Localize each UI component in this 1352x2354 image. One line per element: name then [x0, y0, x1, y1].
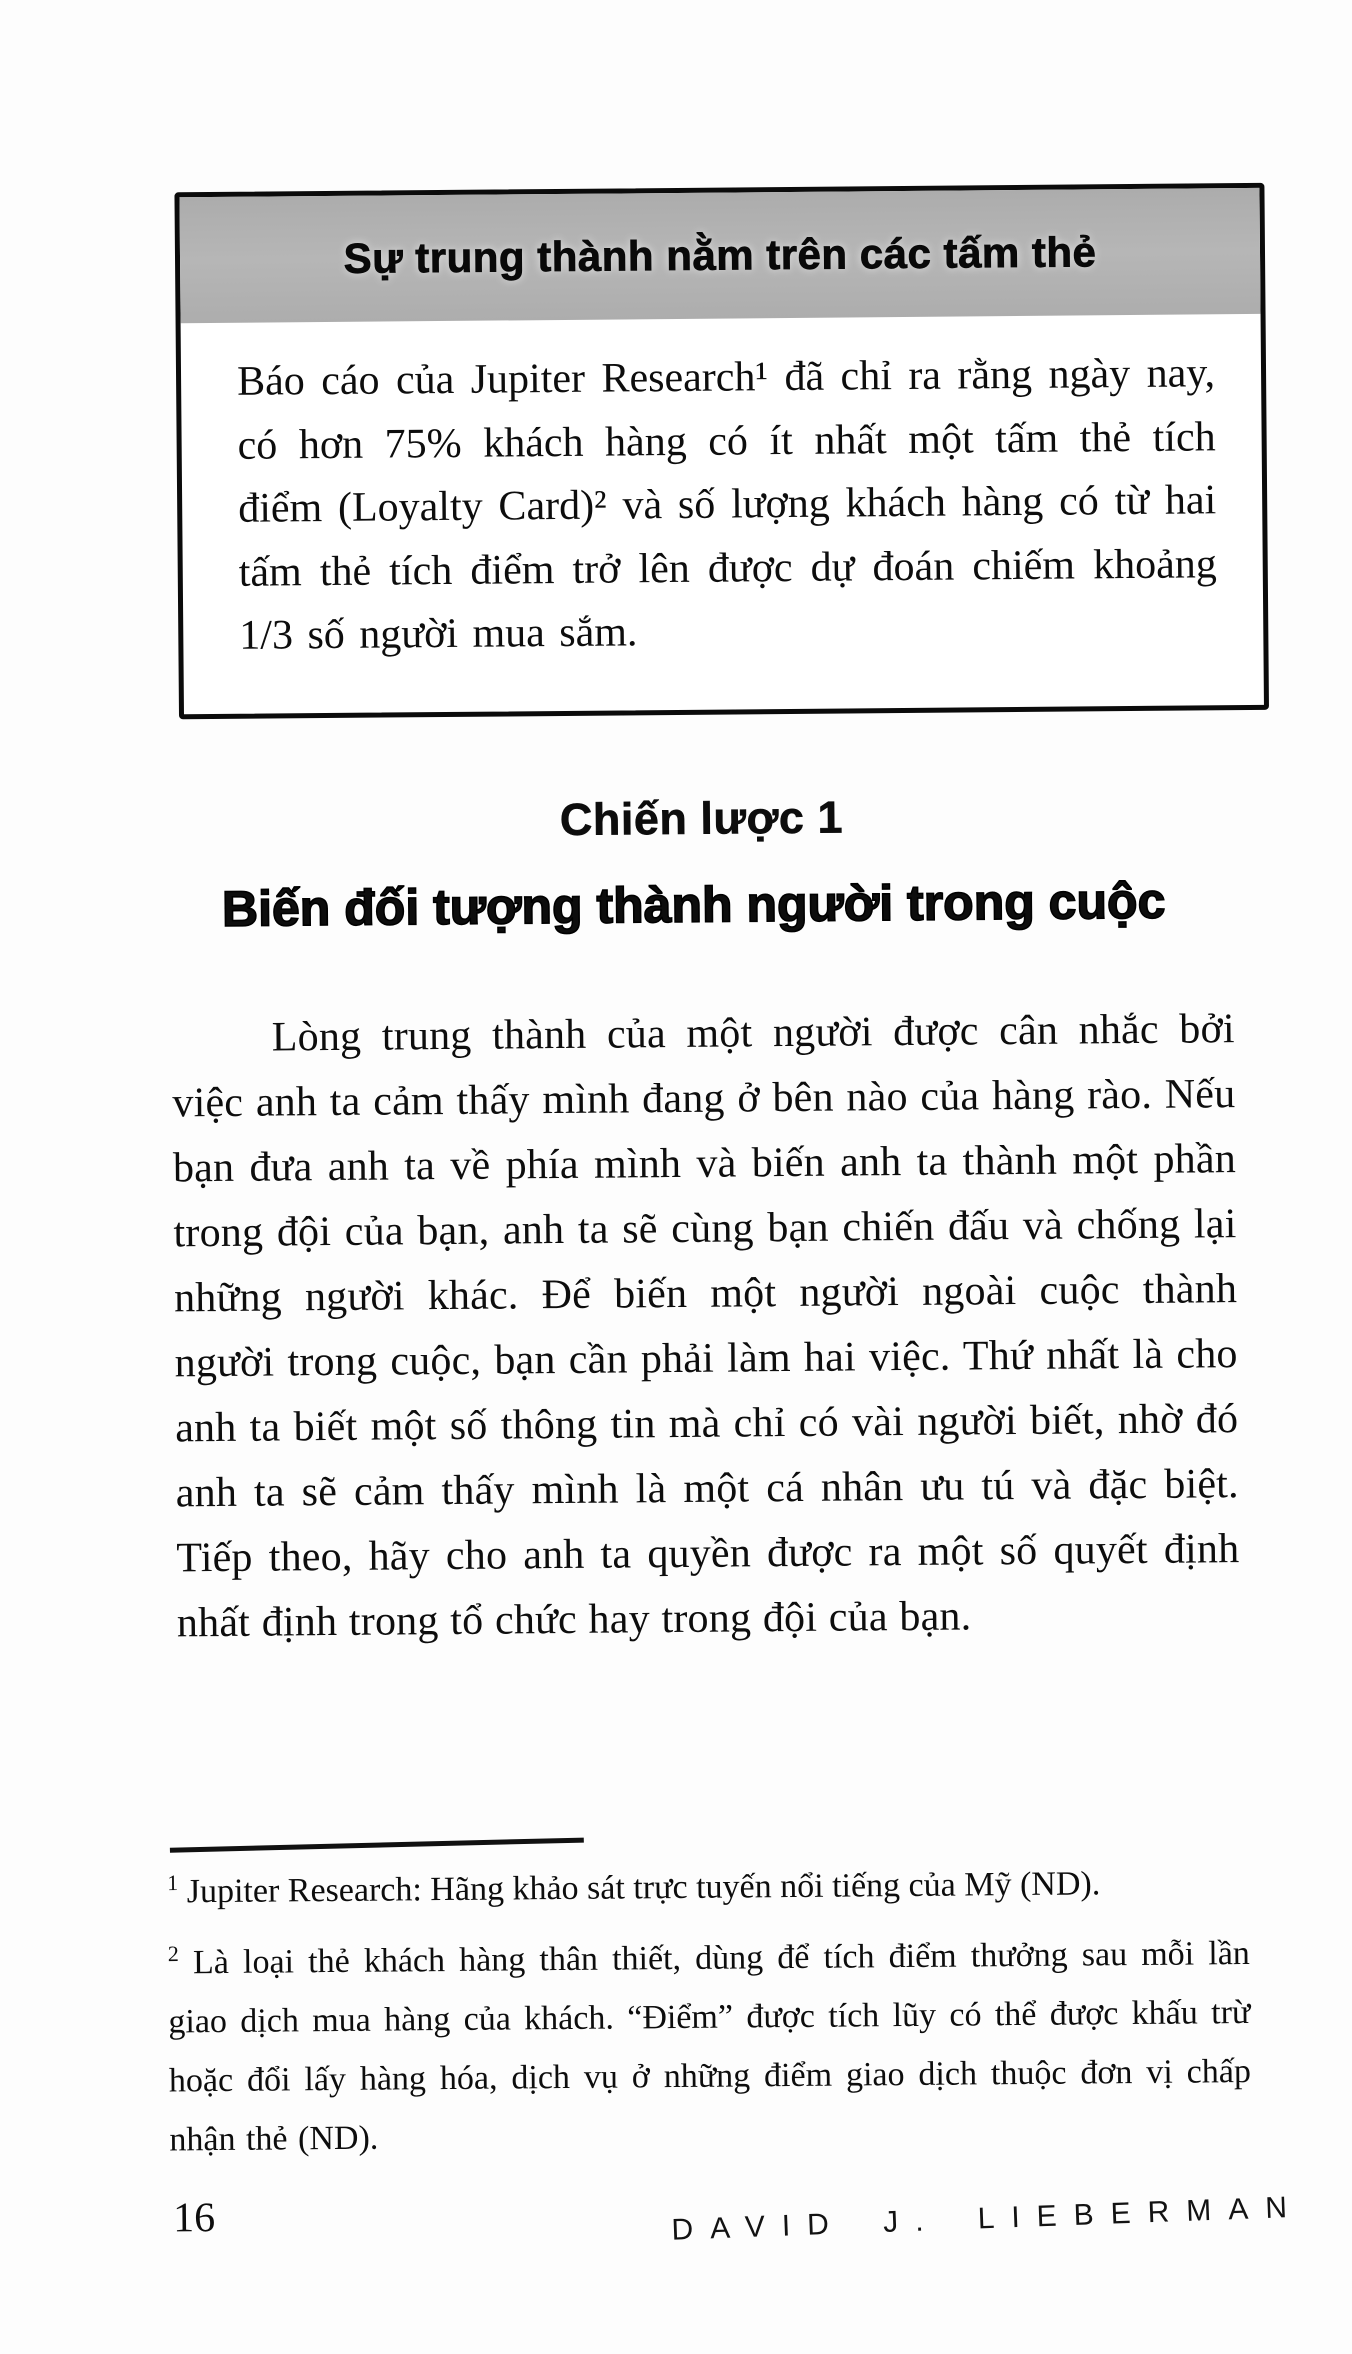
callout-title: Sự trung thành nằm trên các tấm thẻ: [343, 228, 1097, 282]
callout-banner: [179, 188, 1260, 323]
callout-body-text: Báo cáo của Jupiter Research¹ đã chỉ ra rằng ngày nay, có hơn 75% khách hàng có ít nhất một tấm thẻ tích điểm (Loyalty Card)² và số lượng khách hàng có từ hai tấm thẻ tích điểm trở lên được dự đoán chiếm khoảng 1/3 số người mua sắm.: [236, 350, 1217, 659]
footnote-2-text: Là loại thẻ khách hàng thân thiết, dùng để tích điểm thưởng sau mỗi lần giao dịch mua hàng của khách. “Điểm” được tích lũy có thể được khấu trừ hoặc đổi lấy hàng hóa, dịch vụ ở những điểm giao dịch thuộc đơn vị chấp nhận thẻ (ND).: [168, 1935, 1252, 2159]
footnote-1-text: Jupiter Research: Hãng khảo sát trực tuyến nổi tiếng của Mỹ (ND).: [186, 1865, 1101, 1911]
footnotes-section: [167, 1853, 1252, 2169]
footnote-2-marker: 2: [167, 1941, 179, 1967]
footnote-1-marker: 1: [167, 1870, 179, 1896]
chapter-title: Biến đối tượng thành người trong cuộc: [221, 872, 1166, 937]
body-paragraph: Lòng trung thành của một người được cân nhắc bởi việc anh ta cảm thấy mình đang ở bên nào của hàng rào. Nếu bạn đưa anh ta về phía mình và biến anh ta thành một phần trong đội của bạn, anh ta sẽ cùng bạn chiến đấu và chống lại những người khác. Để biến một người ngoài cuộc thành người trong cuộc, bạn cần phải làm hai việc. Thứ nhất là cho anh ta biết một số thông tin mà chỉ có vài người biết, nhờ đó anh ta sẽ cảm thấy mình là một cá nhân ưu tú và đặc biệt. Tiếp theo, hãy cho anh ta quyền được ra một số quyết định nhất định trong tổ chức hay trong đội của bạn.: [172, 1006, 1240, 1647]
footnote-divider: [170, 1838, 584, 1853]
page-number: 16: [172, 2195, 216, 2242]
footnote-1: [167, 1853, 1249, 1921]
running-author: DAVID J. LIEBERMAN: [671, 2190, 1305, 2247]
chapter-kicker: Chiến lược 1: [559, 791, 844, 846]
callout-box: [174, 183, 1269, 719]
footnote-2: [168, 1924, 1252, 2169]
